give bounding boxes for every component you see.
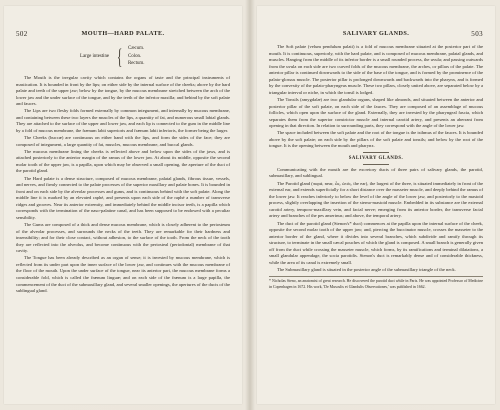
brace-item: Rectum. bbox=[128, 61, 145, 67]
paragraph: The Hard palate is a dense structure, composed of mucous membrane, palatal glands, fibrous tissue, vessels, and nerves, and firmly connected to the palate processes of the superior maxillary and palate bones. It is bounded in front and on each side by the alveolar processes and gums, and is continuous behind with the soft palate. Along the middle line it is marked by an elevated raphé, and presents upon each side of the raphé a number of transverse ridges and grooves. Near its anterior extremity, and immediately behind the middle incisor teeth, is a papilla which corresponds with the termination of the naso-palatine canal, and has been supposed to be endowed with a peculiar sensibility. bbox=[16, 175, 230, 220]
page-number: 502 bbox=[16, 30, 28, 38]
paragraph: Communicating with the mouth are the excretory ducts of three pairs of salivary glands, the parotid, submaxillary, and sublingual. bbox=[269, 166, 483, 179]
left-page bbox=[4, 6, 242, 404]
paragraph: The mucous membrane lining the cheeks is reflected above and below upon the sides of the jaws, and is attached posteriorly to the anterior margin of the ramus of the lower jaw. At about its middle, opposite the second molar tooth of the upper jaw, is a papilla, upon which may be observed a small opening, the aperture of the duct of the parotid gland. bbox=[16, 148, 230, 174]
paragraph: The space included between the soft palate and the root of the tongue is the isthmus of the fauces. It is bounded above by the soft palate; on each side by the pillars of the soft palate and tonsils; and below by the root of the tongue. It is the opening between the mouth and pharynx. bbox=[269, 130, 483, 149]
paragraph: The Tongue has been already described as an organ of sense; it is invested by mucous membrane, which is reflected from its under part upon the inner surface of the lower jaw, and continues with the mucous membrane of the floor of the mouth. Upon the under surface of the tongue, near its anterior part, the mucous membrane forms a considerable fold, which is called the frænum linguæ; and on each side of the frænum is a large papilla, the commencement of the duct of the submaxillary gland, and several smaller openings, the apertures of the ducts of the sublingual gland. bbox=[16, 255, 230, 294]
left-running-head bbox=[16, 30, 230, 40]
right-body bbox=[269, 44, 483, 290]
right-page bbox=[257, 6, 495, 404]
section-rule bbox=[363, 164, 389, 165]
right-running-head bbox=[269, 30, 483, 40]
section-rule bbox=[363, 152, 389, 153]
paragraph: The Cheeks (buccæ) are continuous on either hand with the lips, and form the sides of the face; they are composed of integument, a large quantity of fat, muscles, mucous membrane, and buccal glands. bbox=[16, 135, 230, 147]
paragraph: The Gums are composed of a thick and dense mucous membrane, which is closely adherent to the periosteum of the alveolar processes, and surrounds the necks of the teeth. They are remarkable for their hardness and insensibility; and for their close contact, without adhesion, to the surface of the tooth. From the neck of the tooth they are reflected into the alveolus, and become continuous with the periosteal (periodontal) membrane of that cavity. bbox=[16, 222, 230, 254]
running-title: MOUTH—HARD PALATE. bbox=[81, 30, 165, 37]
paragraph: The Soft palate (velum pendulum palati) is a fold of mucous membrane situated at the posterior part of the mouth. It is continuous, superiorly, with the hard palate, and is composed of mucous membrane, palatal glands, and muscles. Hanging from the middle of its inferior border is a small rounded process, the uvula; and passing outwards from the uvula on each side are two curved folds of the mucous membrane, the arches, or pillars of the palate. The anterior pillar is continued downwards to the side of the base of the tongue, and is formed by the prominence of the palato-glossus muscle. The posterior pillar is prolonged downwards and backwards into the pharynx, and is formed by the convexity of the palato-pharyngeus muscle. These two pillars, closely united above, are separated below by a triangular interval or niche, in which the tonsil is lodged. bbox=[269, 44, 483, 95]
paragraph: The Mouth is the irregular cavity which contains the organs of taste and the principal instruments of mastication. It is bounded in front by the lips; on either side by the internal surface of the cheeks; above by the hard palate and teeth of the upper jaw; below by the tongue, by the mucous membrane stretched between the arch of the lower jaw and the under surface of the tongue, and by the teeth of the inferior maxilla; and behind by the soft palate and fauces. bbox=[16, 75, 230, 107]
page-number: 503 bbox=[471, 30, 483, 38]
paragraph: The Submaxillary gland is situated in the posterior angle of the submaxillary triangle of the neck. bbox=[277, 266, 456, 272]
brace-lead-text: Large intestine bbox=[80, 54, 110, 59]
curly-brace-icon: { bbox=[117, 44, 123, 69]
brace-item: Cæcum. bbox=[128, 46, 145, 51]
paragraph: The Tonsils (amygdalæ) are two glandular organs, shaped like almonds, and situated between the anterior and posterior pillar of the soft palate, on each side of the fauces. They are composed of an assemblage of mucous follicles, which open upon the surface of the gland. Externally, they are invested by the pharyngeal fascia, which separates them from the superior constrictor muscle and internal carotid artery, and presents an aberrant from opening in that direction. In relation to surrounding parts, they correspond with the angle of the lower jaw. bbox=[269, 96, 483, 129]
running-title: SALIVARY GLANDS. bbox=[342, 30, 410, 37]
left-body bbox=[16, 44, 230, 295]
footnote: * Nicholas Steno, an anatomist of great research. He discovered the parotid duct while in Paris. He was appointed Professor of Medicine in Copenhagen in 1672. His work, 'De Musculis et Glandulis Observationes,' was published in 1662. bbox=[269, 276, 483, 289]
section-heading: SALIVARY GLANDS. bbox=[348, 155, 404, 161]
brace-list bbox=[16, 44, 230, 72]
paragraph: The duct of the parotid gland (Stenon's* duct) commences at the papilla upon the internal surface of the cheek, opposite the second molar tooth of the upper jaw; and, piercing the buccinator muscle, crosses the masseter to the anterior border of the gland, where it divides into several branches, which subdivide and ramify through its structure, to terminate in the small cæcal pouches of which the gland is composed. A small branch is generally given off from the duct while crossing the masseter muscle, which forms, by its ramifications and terminal dilatations, a small glandular appendage, the socia parotidis. Stenon's duct is remarkably dense and of considerable thickness, while the area of its canal is extremely small. bbox=[269, 220, 483, 265]
brace-item: Colon. bbox=[128, 53, 142, 59]
paragraph: The Parotid gland (παρά, near, ὦς, ὠτός, the ear), the largest of the three, is situated immediately in front of the external ear, and extends superficially for a short distance over the masseter muscle, and deeply behind the ramus of the lower jaw. It reaches inferiorly to below the level of the angle of the lower jaw, and posteriorly to the mastoid process, slightly overlapping the insertion of the sterno-mastoid muscle. Embedded in its substance are the external carotid artery, temporo-maxillary vein, and facial nerve; emerging from its anterior border, the transverse facial artery and branches of the pes anserinus; and above, the temporal artery. bbox=[269, 180, 483, 219]
paragraph: The Lips are two fleshy folds formed externally by common integument, and internally by mucous membrane, and containing between these two layers the muscles of the lips, a quantity of fat, and numerous small labial glands. They are attached to the surface of the upper and lower jaw, and each lip is connected to the gum in the middle line by a fold of mucous membrane, the frænum labii superioris and frænum labii inferioris, the former being the larger. bbox=[16, 108, 230, 133]
brace-items bbox=[128, 45, 144, 68]
